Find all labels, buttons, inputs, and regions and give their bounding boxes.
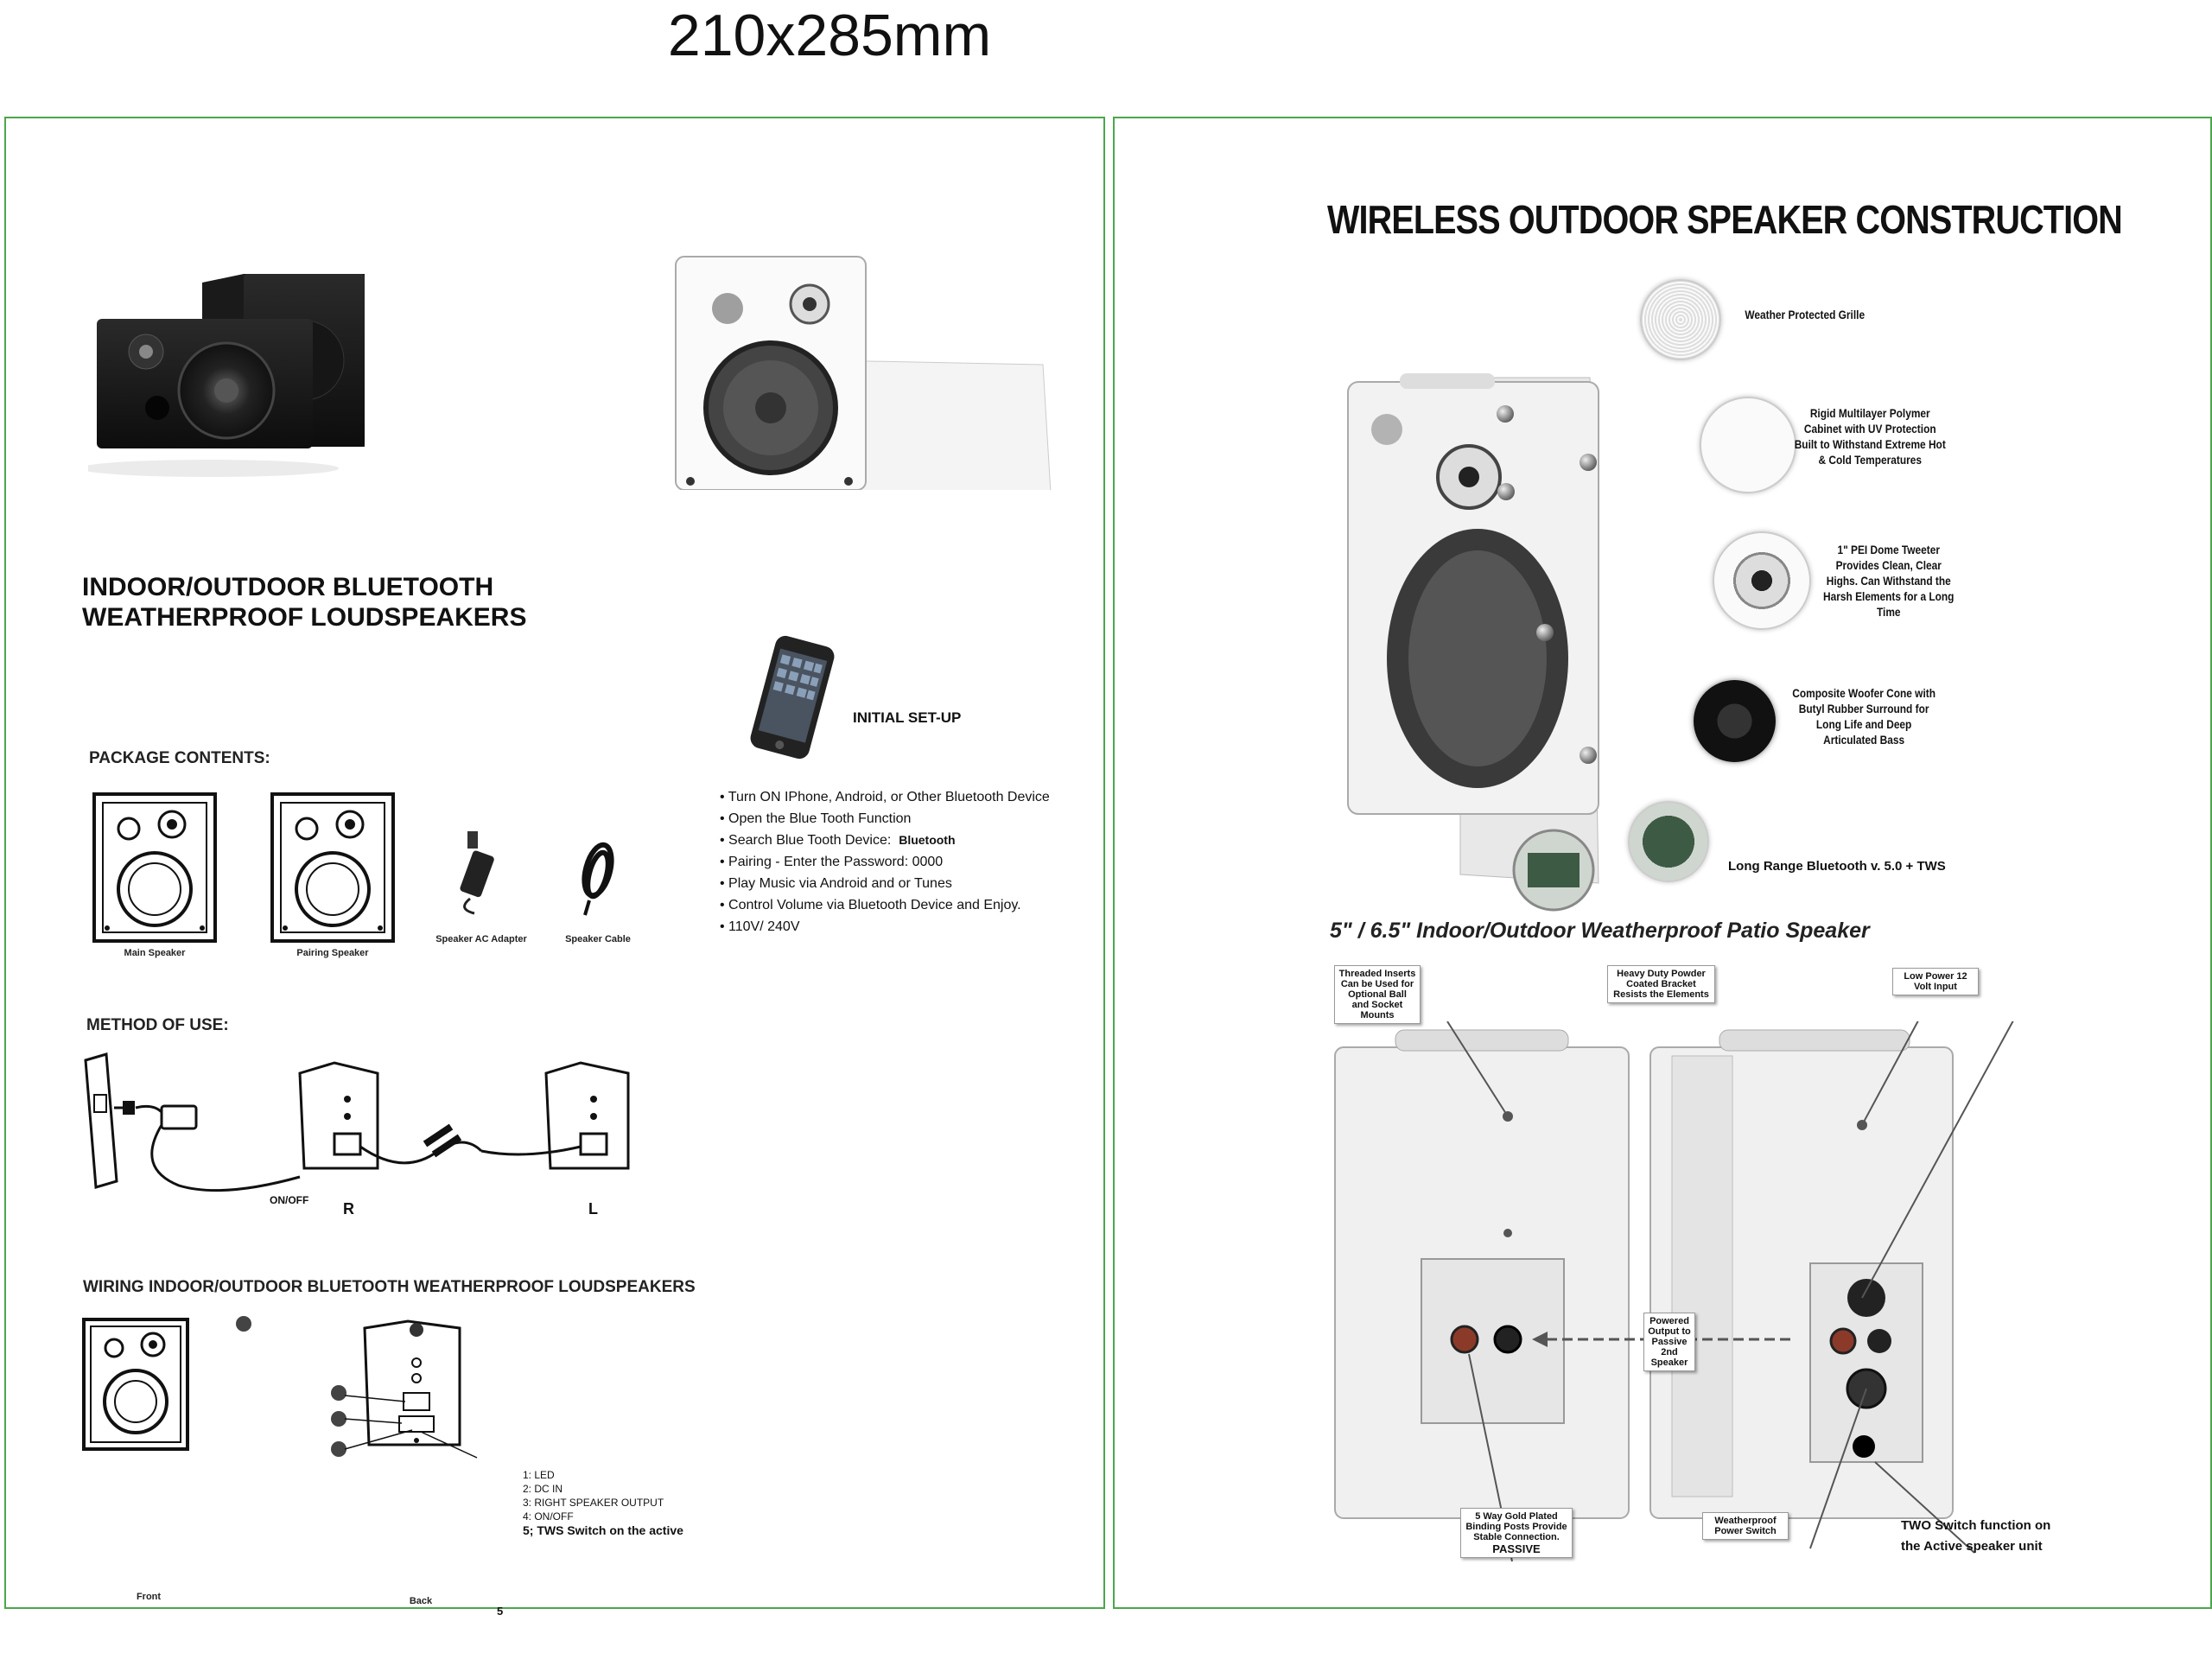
left-panel (4, 117, 1105, 1618)
callout-dot (1580, 454, 1597, 471)
setup-step (720, 830, 1100, 851)
package-item-ac-adapter: Speaker AC Adapter (435, 934, 527, 944)
construction-title: WIRELESS OUTDOOR SPEAKER CONSTRUCTION (1327, 197, 2122, 242)
grille-callout: Weather Protected Grille (1745, 308, 1866, 321)
legend-item: 5; TWS Switch on the active (523, 1523, 683, 1537)
two-switch-note (1901, 1516, 2050, 1557)
two-switch-line: TWO Switch function on (1901, 1518, 2051, 1533)
smartphone-icon (741, 633, 844, 762)
setup-step-text: Search Blue Tooth Device: (728, 833, 892, 848)
callout-dot (1497, 405, 1514, 423)
bluetooth-device-name: Bluetooth (899, 833, 956, 847)
legend-item: 2: DC IN (523, 1483, 563, 1495)
wiring-five-label: 5 (497, 1605, 504, 1618)
callout-dot (1580, 747, 1597, 764)
package-item-pairing-speaker: Pairing Speaker (296, 948, 369, 958)
threaded-inserts-note: Threaded Inserts Can be Used for Optional Ball and Socket Mounts (1334, 965, 1421, 1024)
legend-item: 4: ON/OFF (523, 1510, 574, 1523)
legend-item: 3: RIGHT SPEAKER OUTPUT (523, 1497, 664, 1509)
method-of-use-diagram (75, 1047, 645, 1203)
setup-step: • 110V/ 240V (720, 916, 1100, 938)
right-speaker-label: R (343, 1200, 354, 1217)
wiring-back-label: Back (409, 1596, 433, 1606)
package-heading: PACKAGE CONTENTS: (89, 749, 270, 767)
passive-label: PASSIVE (1492, 1542, 1541, 1555)
page-dimensions: 210x285mm (667, 3, 992, 68)
white-speaker-photo (663, 248, 1069, 490)
wiring-front-drawing (79, 1315, 252, 1453)
power-switch-note: Weatherproof Power Switch (1702, 1512, 1789, 1540)
setup-steps (720, 786, 1100, 938)
left-speaker-label: L (588, 1200, 598, 1217)
bluetooth-module-detail (1628, 801, 1709, 882)
setup-step: • Play Music via Android and or Tunes (720, 873, 1100, 894)
left-title-line1: INDOOR/OUTDOOR BLUETOOTH (82, 573, 494, 601)
onoff-label: ON/OFF (270, 1194, 309, 1206)
setup-step: • Open the Blue Tooth Function (720, 808, 1100, 830)
wiring-heading: WIRING INDOOR/OUTDOOR BLUETOOTH WEATHERPROOF LOUDSPEAKERS (83, 1278, 696, 1296)
black-speakers-photo (88, 257, 365, 481)
woofer-detail (1692, 678, 1777, 764)
cabinet-detail (1700, 397, 1796, 493)
tweeter-detail (1713, 531, 1811, 630)
setup-step: • Turn ON IPhone, Android, or Other Bluetooth Device (720, 786, 1100, 808)
speaker-cable-icon (572, 836, 624, 922)
legend-item: 1: LED (523, 1469, 555, 1481)
callout-dot (1536, 624, 1554, 641)
tweeter-callout: 1" PEI Dome Tweeter Provides Clean, Clear Highs. Can Withstand the Harsh Elements for a Long Time (1823, 543, 1955, 619)
woofer-callout: Composite Woofer Cone with Butyl Rubber Surround for Long Life and Deep Articulated Bass (1792, 686, 1936, 747)
setup-step: • Pairing - Enter the Password: 0000 (720, 851, 1100, 873)
pairing-speaker-drawing (268, 790, 397, 945)
bluetooth-callout: Long Range Bluetooth v. 5.0 + TWS (1728, 859, 1946, 874)
ac-adapter-icon (448, 823, 509, 918)
package-item-main-speaker: Main Speaker (124, 948, 186, 958)
wiring-legend (523, 1468, 683, 1537)
wiring-back-drawing (326, 1319, 481, 1466)
setup-step: • Control Volume via Bluetooth Device and Enjoy. (720, 894, 1100, 916)
binding-posts-text: 5 Way Gold Plated Binding Posts Provide Stable Connection. (1465, 1511, 1567, 1542)
package-item-speaker-cable: Speaker Cable (565, 934, 631, 944)
patio-subtitle: 5" / 6.5" Indoor/Outdoor Weatherproof Patio Speaker (1330, 919, 1870, 943)
main-speaker-drawing (90, 790, 219, 945)
grille-detail (1640, 279, 1721, 360)
power-input-note: Low Power 12 Volt Input (1892, 968, 1979, 995)
setup-heading: INITIAL SET-UP (853, 709, 962, 726)
left-title-line2: WEATHERPROOF LOUDSPEAKERS (82, 603, 527, 632)
two-switch-line: the Active speaker unit (1901, 1539, 2043, 1554)
wiring-front-label: Front (136, 1592, 162, 1602)
cabinet-callout: Rigid Multilayer Polymer Cabinet with UV Protection Built to Withstand Extreme Hot & Cold Temperatures (1794, 406, 1946, 467)
powered-output-note: Powered Output to Passive 2nd Speaker (1643, 1313, 1695, 1371)
binding-posts-note (1460, 1508, 1573, 1558)
right-panel (1113, 117, 2212, 1609)
method-heading: METHOD OF USE: (86, 1016, 229, 1034)
callout-dot (1497, 483, 1515, 500)
bracket-note: Heavy Duty Powder Coated Bracket Resists the Elements (1607, 965, 1715, 1003)
